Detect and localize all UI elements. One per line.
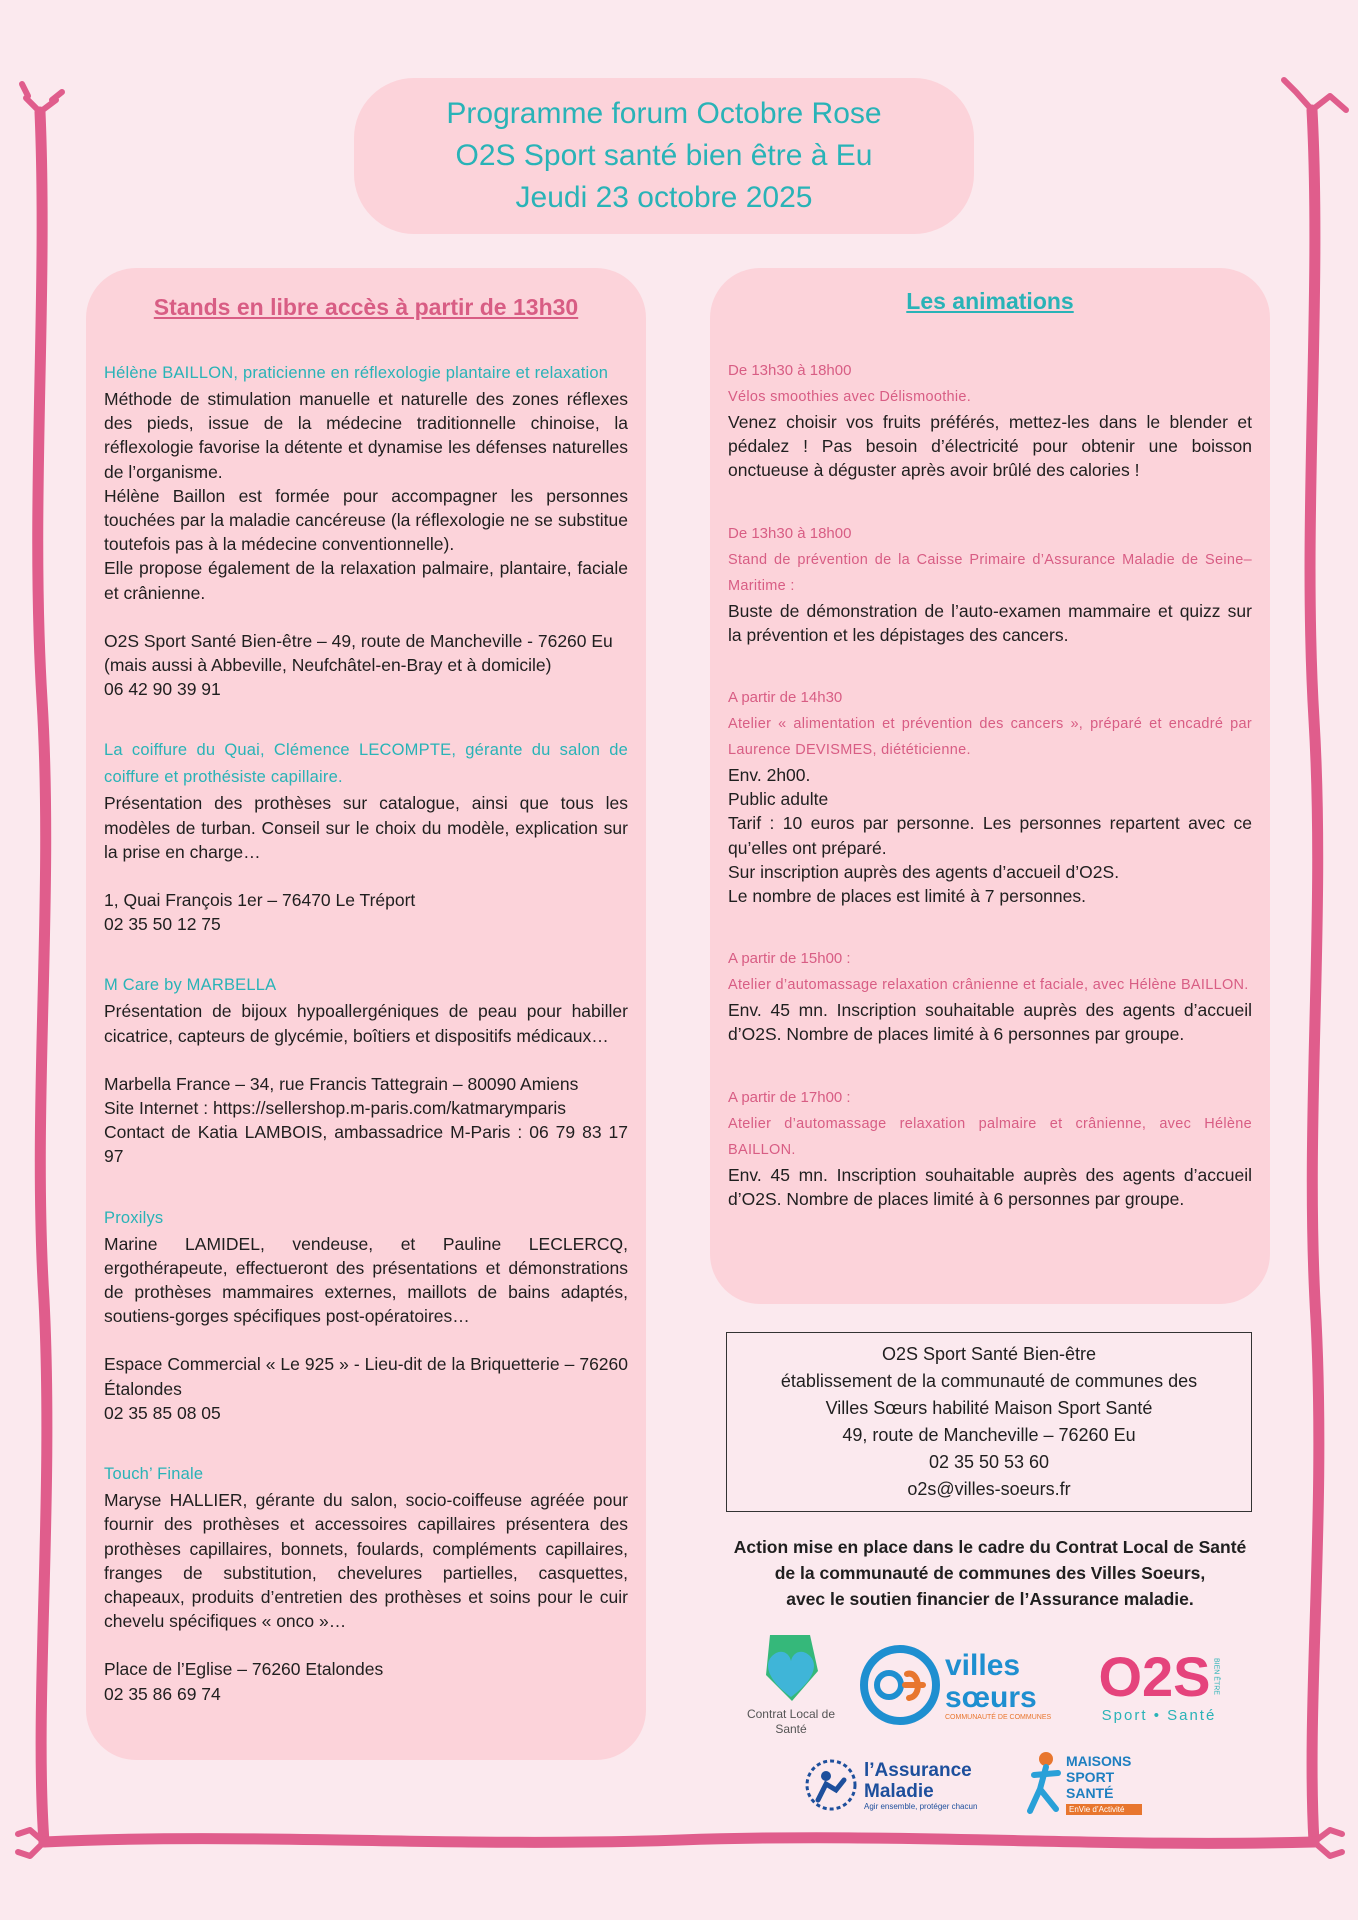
funding-line: de la communauté de communes des Villes Soeurs, xyxy=(774,1563,1206,1583)
stand-phone: 02 35 50 12 75 xyxy=(104,914,221,935)
info-name: O2S Sport Santé Bien-être xyxy=(881,1344,1097,1364)
stand-description: Marine LAMIDEL, vendeuse, et Pauline LECLERCQ, ergothérapeute, effectueront des présentations et démonstrations de prothèses mammaires externes, maillots de bains adaptés, soutiens-gorges spécifiques post-opératoires… xyxy=(104,1233,628,1327)
ribbon-bottom xyxy=(44,1838,1314,1844)
animations-panel xyxy=(710,268,1270,1304)
stand-description: Méthode de stimulation manuelle et naturelle des zones réflexes des pieds, issue de la médecine traditionnelle chinoise, la réflexologie favorise la détente et dynamise les défenses naturelles de l’organisme. xyxy=(104,389,628,482)
assurance-maladie-tagline: Agir ensemble, protéger chacun xyxy=(864,1801,978,1811)
stand-address: O2S Sport Santé Bien-être – 49, route de Mancheville - 76260 Eu xyxy=(104,630,613,651)
stand-item xyxy=(104,1205,628,1425)
header-banner xyxy=(354,78,974,234)
stand-address: 1, Quai François 1er – 76470 Le Tréport xyxy=(104,890,416,911)
stands-title: Stands en libre accès à partir de 13h30 xyxy=(153,294,579,320)
assurance-maladie-name: l’Assurance Maladie xyxy=(864,1759,972,1802)
animation-description: Env. 45 mn. Inscription souhaitable auprès des agents d’accueil d’O2S. Nombre de places limité à 6 personnes par groupe. xyxy=(728,1000,1252,1045)
cls-label: Contrat Local de Santé xyxy=(746,1707,836,1736)
stand-website[interactable]: Site Internet : https://sellershop.m-paris.com/katmarymparis xyxy=(104,1098,566,1119)
animations-list xyxy=(728,358,1252,1249)
oe-icon xyxy=(859,1644,941,1726)
animation-description: Env. 45 mn. Inscription souhaitable auprès des agents d’accueil d’O2S. Nombre de places limité à 6 personnes par groupe. xyxy=(728,1164,1252,1209)
header-title: Programme forum Octobre Rose xyxy=(446,97,882,130)
stand-description: Présentation de bijoux hypoallergéniques de peau pour habiller cicatrice, capteurs de glycémie, boîtiers et dispositifs médicaux… xyxy=(104,1001,628,1046)
mss-tagline: EnVie d’Activité xyxy=(1066,1804,1142,1815)
villes-soeurs-sub: COMMUNAUTÉ DE COMMUNES xyxy=(945,1713,1052,1721)
animation-time: De 13h30 à 18h00 xyxy=(728,524,852,542)
stand-phone: 02 35 85 08 05 xyxy=(104,1402,221,1423)
animation-item xyxy=(728,521,1252,647)
header-date: Jeudi 23 octobre 2025 xyxy=(515,181,813,214)
header-subtitle: O2S Sport santé bien être à Eu xyxy=(455,139,873,172)
animation-item xyxy=(728,685,1252,908)
animation-title: Atelier d’automassage relaxation palmaire et crânienne, avec Hélène BAILLON. xyxy=(728,1115,1252,1158)
funding-line: Action mise en place dans le cadre du Contrat Local de Santé xyxy=(733,1537,1247,1557)
animation-time: A partir de 17h00 : xyxy=(728,1088,851,1106)
animation-description: Buste de démonstration de l’auto-examen mammaire et quizz sur la prévention et les dépistages des cancers. xyxy=(728,600,1252,645)
mss-name: MAISONS SPORT SANTÉ xyxy=(1066,1753,1132,1801)
ribbon-bow-top-right xyxy=(1284,80,1346,110)
animation-title: Vélos smoothies avec Délismoothie. xyxy=(728,389,972,405)
o2s-side-text: BIEN ÊTRE xyxy=(1212,1658,1220,1695)
animation-item xyxy=(728,358,1252,483)
animation-capacity: Le nombre de places est limité à 7 personnes. xyxy=(728,886,1086,907)
stand-description: Elle propose également de la relaxation palmaire, plantaire, faciale et crânienne. xyxy=(104,558,628,603)
assurance-maladie-icon xyxy=(802,1756,860,1814)
ribbon-bow-bottom-right xyxy=(1314,1830,1342,1856)
assurance-maladie-logo xyxy=(800,1748,996,1822)
stand-address: Marbella France – 34, rue Francis Tattegrain – 80090 Amiens xyxy=(104,1073,579,1094)
info-email[interactable]: o2s@villes-soeurs.fr xyxy=(907,1479,1071,1499)
stand-item xyxy=(104,972,628,1168)
stand-name: Hélène BAILLON, praticienne en réflexologie plantaire et relaxation xyxy=(104,364,609,382)
stand-address: Place de l’Eglise – 76260 Etalondes xyxy=(104,1659,384,1680)
contrat-local-sante-logo xyxy=(736,1624,846,1744)
heart-icon xyxy=(756,1631,826,1707)
stand-description: Présentation des prothèses sur catalogue, ainsi que tous les modèles de turban. Conseil sur le choix du modèle, explication sur la prise en charge… xyxy=(104,793,628,862)
info-address: 49, route de Mancheville – 76260 Eu xyxy=(842,1425,1136,1445)
stand-name: M Care by MARBELLA xyxy=(104,976,277,995)
contact-info-box xyxy=(726,1332,1252,1512)
stand-name: La coiffure du Quai, Clémence LECOMPTE, gérante du salon de coiffure et prothésiste capillaire. xyxy=(104,741,628,787)
stands-panel xyxy=(86,268,646,1760)
animation-title: Atelier « alimentation et prévention des cancers », préparé et encadré par Laurence DEVISMES, diététicienne. xyxy=(728,716,1252,759)
ribbon-left xyxy=(38,112,47,1842)
funding-statement xyxy=(700,1534,1280,1612)
info-line: établissement de la communauté de communes des xyxy=(780,1371,1198,1391)
animation-description: Venez choisir vos fruits préférés, mettez-les dans le blender et pédalez ! Pas besoin d’électricité pour obtenir une boisson onctueuse à déguster après avoir brûlé des calories ! xyxy=(728,412,1252,481)
stands-list xyxy=(104,360,628,1742)
animation-title: Stand de prévention de la Caisse Primaire d’Assurance Maladie de Seine–Maritime : xyxy=(728,551,1252,594)
animation-time: De 13h30 à 18h00 xyxy=(728,362,852,379)
stand-address: Espace Commercial « Le 925 » - Lieu-dit de la Briquetterie – 76260 Étalondes xyxy=(104,1354,628,1399)
info-phone: 02 35 50 53 60 xyxy=(928,1452,1050,1472)
animation-item xyxy=(728,946,1252,1046)
animation-time: A partir de 14h30 xyxy=(728,689,843,707)
funding-line: avec le soutien financier de l’Assurance maladie. xyxy=(786,1589,1194,1609)
ribbon-bow-bottom-left xyxy=(18,1830,44,1856)
ribbon-bow-top-left xyxy=(22,84,62,112)
animation-item xyxy=(728,1085,1252,1211)
stand-description: Hélène Baillon est formée pour accompagner les personnes touchées par la maladie cancéreuse (la réflexologie ne se substitue toutefois pas à la médecine conventionnelle). xyxy=(104,485,628,555)
animation-title: Atelier d’automassage relaxation crânienne et faciale, avec Hélène BAILLON. xyxy=(728,977,1249,994)
stand-name: Touch’ Finale xyxy=(104,1465,204,1484)
villes-soeurs-name: villes sœurs xyxy=(945,1648,1037,1714)
stand-phone: 02 35 86 69 74 xyxy=(104,1683,221,1704)
runner-icon xyxy=(1026,1749,1066,1819)
villes-soeurs-logo xyxy=(858,1640,1058,1730)
stand-item xyxy=(104,1461,628,1706)
stand-name: Proxilys xyxy=(104,1208,164,1227)
info-line: Villes Sœurs habilité Maison Sport Santé xyxy=(825,1398,1153,1418)
stand-contact: Contact de Katia LAMBOIS, ambassadrice M-Paris : 06 79 83 17 97 xyxy=(104,1122,628,1167)
animations-title: Les animations xyxy=(906,288,1074,314)
animation-duration: Env. 2h00. xyxy=(728,765,811,786)
animation-registration: Sur inscription auprès des agents d’accueil d’O2S. xyxy=(728,861,1120,882)
stand-item xyxy=(104,737,628,936)
o2s-logo xyxy=(1084,1640,1234,1730)
stand-address-note: (mais aussi à Abbeville, Neufchâtel-en-Bray et à domicile) xyxy=(104,655,552,676)
animation-audience: Public adulte xyxy=(728,789,829,810)
o2s-tagline: Sport • Santé xyxy=(1101,1706,1217,1724)
animation-time: A partir de 15h00 : xyxy=(728,950,851,968)
stand-item xyxy=(104,360,628,701)
maisons-sport-sante-logo xyxy=(1024,1738,1144,1830)
ribbon-right xyxy=(1310,110,1319,1842)
animation-price: Tarif : 10 euros par personne. Les personnes repartent avec ce qu’elles ont préparé. xyxy=(728,813,1252,858)
o2s-wordmark: O2S xyxy=(1098,1644,1211,1708)
stand-description: Maryse HALLIER, gérante du salon, socio-coiffeuse agréée pour fournir des prothèses et accessoires capillaires présentera des prothèses capillaires, bonnets, foulards, compléments capillaires, franges de substitution, chevelures partielles, casquettes, chapeaux, produits d’entretien des prothèses et soins pour le cuir chevelu spécifiques « onco »… xyxy=(104,1490,628,1632)
stand-phone: 06 42 90 39 91 xyxy=(104,679,221,700)
